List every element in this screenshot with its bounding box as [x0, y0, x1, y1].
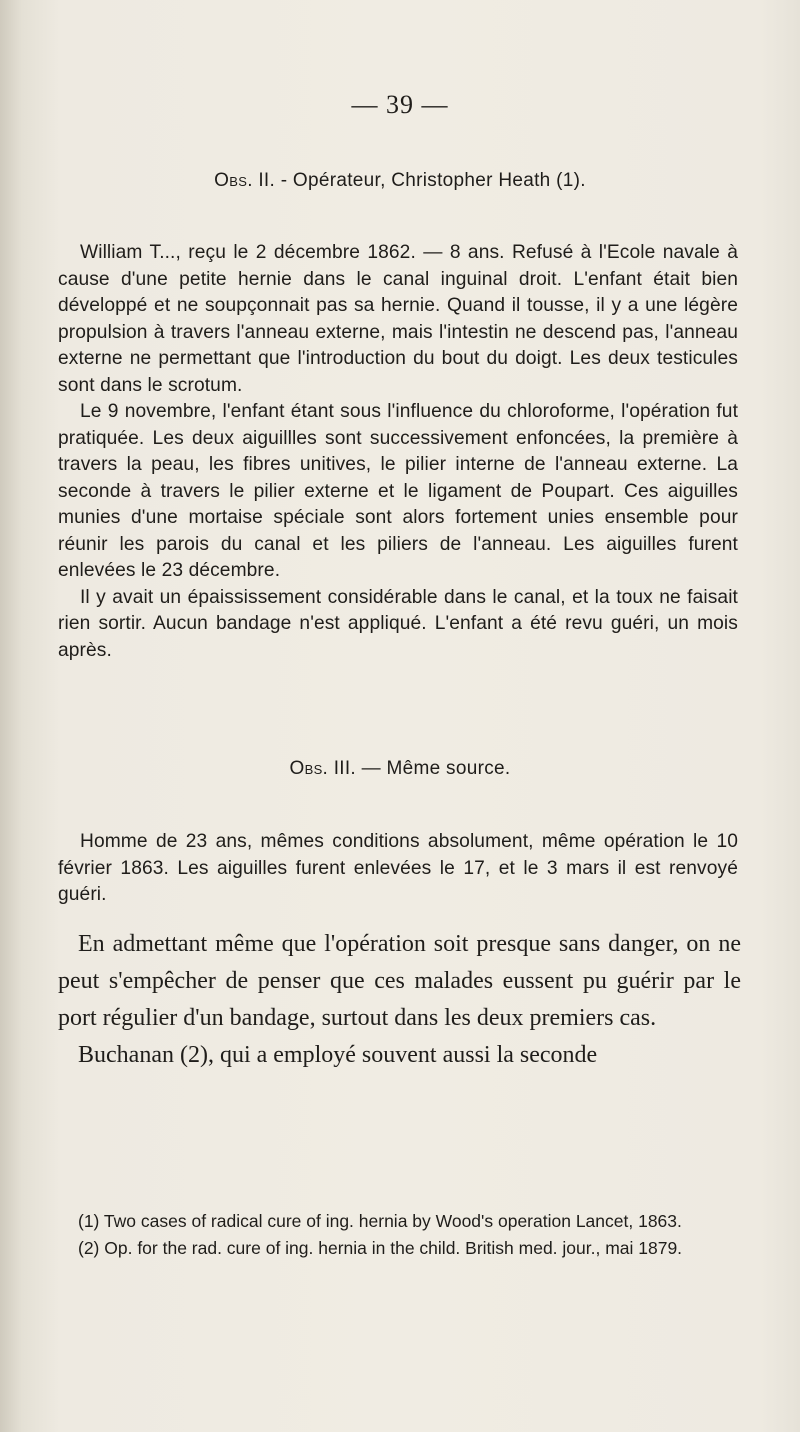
observation-2-label: Obs. II.: [214, 170, 276, 191]
observation-2-body: [58, 240, 738, 664]
observation-3-label: Obs. III.: [289, 758, 357, 779]
main-text: [58, 926, 741, 1074]
observation-3-heading: [0, 758, 800, 780]
footnote: (2) Op. for the rad. cure of ing. hernia in the child. British med. jour., mai 1879.: [78, 1238, 683, 1258]
observation-2-heading: [0, 170, 800, 192]
observation-2-paragraph: Il y avait un épaississement considérable dans le canal, et la toux ne faisait rien sortir. Aucun bandage n'est appliqué. L'enfant a été revu guéri, un mois après.: [58, 586, 738, 661]
footnote: (1) Two cases of radical cure of ing. hernia by Wood's operation Lancet, 1863.: [78, 1211, 682, 1231]
observation-3-body: [58, 829, 738, 909]
main-paragraph: Buchanan (2), qui a employé souvent aussi la seconde: [78, 1042, 598, 1068]
main-paragraph: En admettant même que l'opération soit presque sans danger, on ne peut s'empêcher de penser que ces malades eussent pu guérir par le port régulier d'un bandage, surtout dans les deux premiers cas.: [58, 931, 741, 1031]
observation-2-paragraph: William T..., reçu le 2 décembre 1862. — 8 ans. Refusé à l'Ecole navale à cause d'une petite hernie dans le canal inguinal droit. L'enfant était bien développé et ne soupçonnait pas sa hernie. Quand il tousse, il y a une légère propulsion à travers l'anneau externe, mais l'intestin ne descend pas, l'anneau externe ne permettant que l'introduction du bout du doigt. Les deux testicules sont dans le scrotum.: [58, 242, 738, 396]
footnotes: [58, 1212, 738, 1266]
observation-3-paragraph: Homme de 23 ans, mêmes conditions absolument, même opération le 10 février 1863. Les aiguilles furent enlevées le 17, et le 3 mars il est renvoyé guéri.: [58, 831, 738, 905]
observation-3-title: — Même source.: [361, 758, 511, 779]
page-number: — 39 —: [351, 90, 449, 119]
observation-2-paragraph: Le 9 novembre, l'enfant étant sous l'influence du chloroforme, l'opération fut pratiquée. Les deux aiguillles sont successivement enfoncées, la première à travers la peau, les fibres unitives, le pilier interne de l'anneau externe. La seconde à travers le pilier externe et le ligament de Poupart. Ces aiguilles munies d'une mortaise spéciale sont alors fortement unies ensemble pour réunir les parois du canal et les piliers de l'anneau. Les aiguilles furent enlevées le 23 décembre.: [58, 401, 738, 581]
observation-2-title: - Opérateur, Christopher Heath (1).: [280, 170, 586, 191]
